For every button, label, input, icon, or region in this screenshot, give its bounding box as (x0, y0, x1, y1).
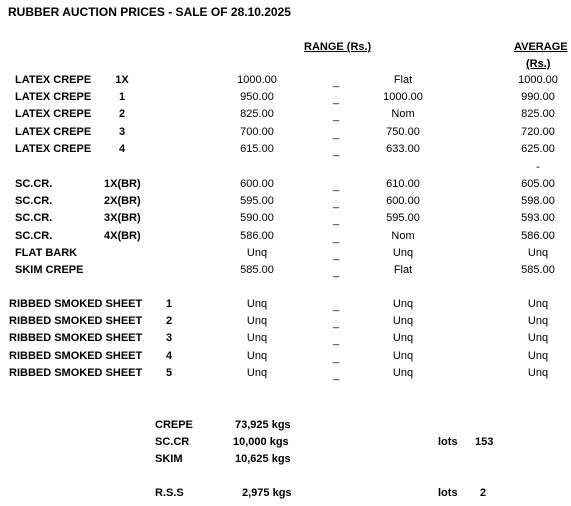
row-range-low: 600.00 (240, 178, 274, 190)
row-range-separator: _ (332, 317, 340, 329)
row-average: Unq (527, 247, 549, 259)
row-range-high: Unq (392, 367, 414, 379)
row-grade: 5 (165, 367, 173, 379)
row-product-name: LATEX CREPE (15, 143, 92, 155)
row-range-high: 600.00 (386, 195, 420, 207)
row-average: Unq (527, 298, 549, 310)
row-average: Unq (527, 315, 549, 327)
row-grade: 4 (165, 350, 173, 362)
row-range-high: Nom (391, 108, 415, 120)
page-title: RUBBER AUCTION PRICES - SALE OF 28.10.2025 (8, 5, 291, 19)
row-grade: 1X (115, 74, 129, 86)
row-range-high: 610.00 (386, 178, 420, 190)
row-average: 720.00 (521, 126, 555, 138)
row-range-high: Flat (393, 264, 413, 276)
row-range-low: 586.00 (240, 230, 274, 242)
row-range-high: 750.00 (386, 126, 420, 138)
row-range-separator: _ (332, 128, 340, 140)
row-product-name: LATEX CREPE (15, 74, 92, 86)
row-product-name: SC.CR. (15, 230, 53, 242)
row-grade: 2X(BR) (104, 195, 141, 207)
summary-sccr-label: SC.CR (155, 436, 190, 448)
row-range-separator: _ (332, 180, 340, 192)
row-range-low: Unq (246, 298, 268, 310)
row-product-name: RIBBED SMOKED SHEET (9, 367, 143, 379)
row-product-name: SC.CR. (15, 178, 53, 190)
row-average: 586.00 (521, 230, 555, 242)
row-range-separator: _ (332, 334, 340, 346)
row-range-low: 615.00 (240, 143, 274, 155)
row-range-low: Unq (246, 367, 268, 379)
row-average: Unq (527, 367, 549, 379)
row-range-low: 595.00 (240, 195, 274, 207)
row-grade: 1X(BR) (104, 178, 141, 190)
row-range-low: 1000.00 (237, 74, 277, 86)
row-product-name: SKIM CREPE (15, 264, 84, 276)
row-product-name: RIBBED SMOKED SHEET (9, 350, 143, 362)
row-range-high: 633.00 (386, 143, 420, 155)
row-range-low: 590.00 (240, 212, 274, 224)
row-grade: 3X(BR) (104, 212, 141, 224)
row-grade: 3 (118, 126, 126, 138)
row-grade: 1 (165, 298, 173, 310)
summary-crepe-label: CREPE (155, 419, 193, 431)
row-average: 990.00 (521, 91, 555, 103)
row-range-low: Unq (246, 332, 268, 344)
summary-rss-lots-label: lots (438, 487, 458, 499)
row-product-name: LATEX CREPE (15, 91, 92, 103)
row-range-separator: _ (332, 266, 340, 278)
row-range-separator: _ (332, 93, 340, 105)
row-range-separator: _ (332, 76, 340, 88)
row-range-low: Unq (246, 315, 268, 327)
row-product-name: RIBBED SMOKED SHEET (9, 332, 143, 344)
row-average: 1000.00 (518, 74, 558, 86)
row-range-high: 595.00 (386, 212, 420, 224)
row-average: 605.00 (521, 178, 555, 190)
row-range-high: Unq (392, 247, 414, 259)
row-range-separator: _ (332, 300, 340, 312)
row-product-name: LATEX CREPE (15, 108, 92, 120)
summary-rss-label: R.S.S (155, 487, 184, 499)
row-range-separator: _ (332, 352, 340, 364)
summary-lots-value: 153 (475, 436, 494, 448)
row-average: 598.00 (521, 195, 555, 207)
summary-skim-qty: 10,625 kgs (235, 453, 291, 465)
row-range-separator: _ (332, 232, 340, 244)
summary-rss-lots-value: 2 (480, 487, 487, 499)
row-grade: 2 (165, 315, 173, 327)
row-range-separator: _ (332, 110, 340, 122)
row-range-separator: _ (332, 214, 340, 226)
row-grade: 1 (118, 91, 126, 103)
row-range-high: 1000.00 (383, 91, 423, 103)
row-product-name: FLAT BARK (15, 247, 78, 259)
row-average: Unq (527, 350, 549, 362)
row-average: 585.00 (521, 264, 555, 276)
row-range-high: Nom (391, 230, 415, 242)
average-unit-header: (Rs.) (526, 58, 551, 70)
row-product-name: SC.CR. (15, 195, 53, 207)
row-grade: 4X(BR) (104, 230, 141, 242)
row-product-name: SC.CR. (15, 212, 53, 224)
average-header: AVERAGE (514, 41, 568, 53)
summary-rss-qty: 2,975 kgs (242, 487, 292, 499)
row-range-low: 700.00 (240, 126, 274, 138)
summary-sccr-qty: 10,000 kgs (233, 436, 289, 448)
summary-crepe-qty: 73,925 kgs (235, 419, 291, 431)
row-product-name: RIBBED SMOKED SHEET (9, 298, 143, 310)
row-range-high: Unq (392, 350, 414, 362)
row-grade: 2 (118, 108, 126, 120)
row-range-low: Unq (246, 247, 268, 259)
row-average: Unq (527, 332, 549, 344)
row-average: 625.00 (521, 143, 555, 155)
row-product-name: RIBBED SMOKED SHEET (9, 315, 143, 327)
row-average: 593.00 (521, 212, 555, 224)
row-grade: 3 (165, 332, 173, 344)
row-range-high: Unq (392, 315, 414, 327)
row-average: 825.00 (521, 108, 555, 120)
row-range-separator: _ (332, 369, 340, 381)
summary-skim-label: SKIM (155, 453, 183, 465)
row-grade: 4 (118, 143, 126, 155)
row-range-separator: _ (332, 249, 340, 261)
row-product-name: LATEX CREPE (15, 126, 92, 138)
row-range-high: Unq (392, 332, 414, 344)
range-header: RANGE (Rs.) (304, 41, 372, 53)
row-range-separator: _ (332, 197, 340, 209)
gap-mark: - (536, 161, 540, 173)
row-range-low: Unq (246, 350, 268, 362)
row-range-high: Flat (393, 74, 413, 86)
row-range-high: Unq (392, 298, 414, 310)
summary-lots-label: lots (438, 436, 458, 448)
row-range-low: 585.00 (240, 264, 274, 276)
row-range-separator: _ (332, 145, 340, 157)
row-range-low: 950.00 (240, 91, 274, 103)
row-range-low: 825.00 (240, 108, 274, 120)
